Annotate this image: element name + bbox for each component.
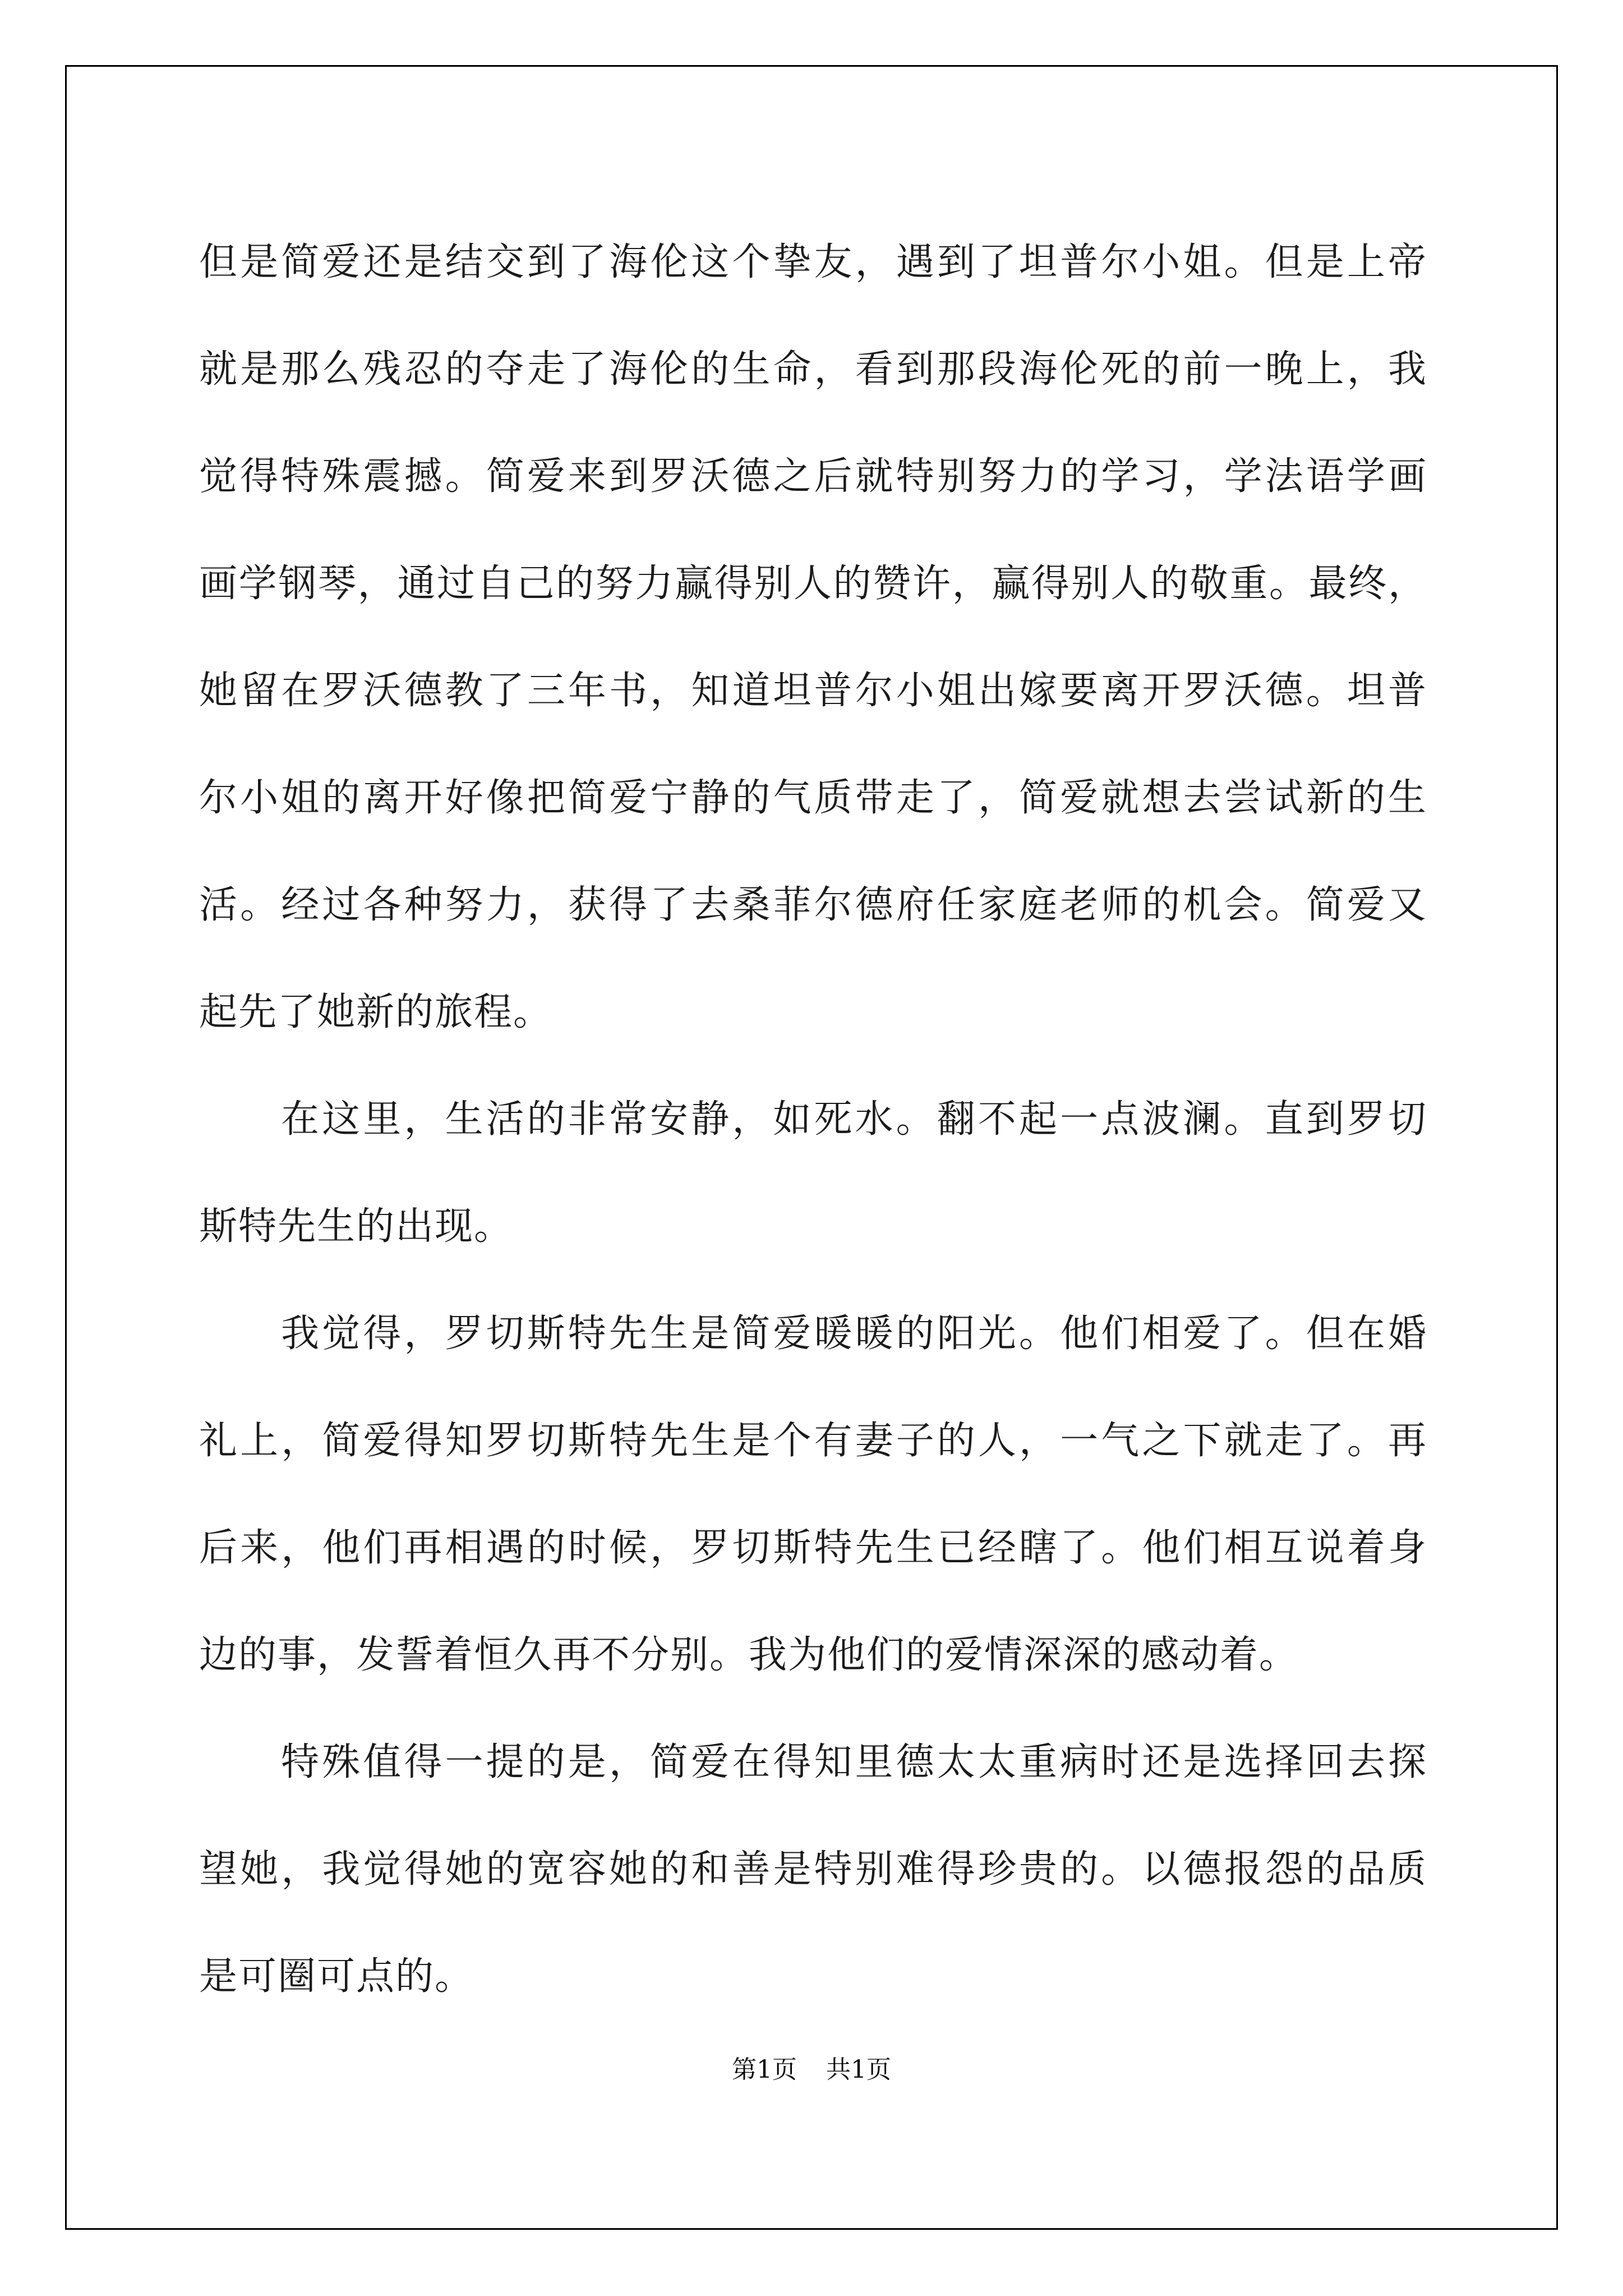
text-line: 礼上，简爱得知罗切斯特先生是个有妻子的人，一气之下就走了。再 [199, 1419, 1427, 1463]
text-line: 望她，我觉得她的宽容她的和善是特别难得珍贵的。以德报怨的品质 [199, 1847, 1427, 1892]
text-line: 画学钢琴，通过自己的努力赢得别人的赞许，赢得别人的敬重。最终， [199, 562, 1427, 606]
page-total: 共1页 [826, 2055, 891, 2084]
text-line: 她留在罗沃德教了三年书，知道坦普尔小姐出嫁要离开罗沃德。坦普 [199, 669, 1427, 713]
text-line: 就是那么残忍的夺走了海伦的生命，看到那段海伦死的前一晚上，我 [199, 347, 1427, 392]
text-line: 边的事，发誓着恒久再不分别。我为他们的爱情深深的感动着。 [199, 1633, 1299, 1677]
text-line: 起先了她新的旅程。 [199, 990, 553, 1034]
text-line: 斯特先生的出现。 [199, 1204, 514, 1249]
document-body [199, 209, 1427, 2030]
text-line: 特殊值得一提的是，简爱在得知里德太太重病时还是选择回去探 [281, 1740, 1427, 1784]
text-line: 我觉得，罗切斯特先生是简爱暖暖的阳光。他们相爱了。但在婚 [281, 1312, 1427, 1356]
text-line: 觉得特殊震撼。简爱来到罗沃德之后就特别努力的学习，学法语学画 [199, 454, 1427, 499]
page-footer [0, 2053, 1623, 2087]
text-line: 在这里，生活的非常安静，如死水。翻不起一点波澜。直到罗切 [281, 1097, 1427, 1142]
page-number: 第1页 [732, 2055, 797, 2084]
text-line: 是可圈可点的。 [199, 1954, 474, 1999]
text-line: 后来，他们再相遇的时候，罗切斯特先生已经瞎了。他们相互说着身 [199, 1526, 1427, 1570]
text-line: 活。经过各种努力，获得了去桑菲尔德府任家庭老师的机会。简爱又 [199, 883, 1427, 927]
text-line: 尔小姐的离开好像把简爱宁静的气质带走了，简爱就想去尝试新的生 [199, 776, 1427, 820]
text-line: 但是简爱还是结交到了海伦这个挚友，遇到了坦普尔小姐。但是上帝 [199, 240, 1427, 284]
